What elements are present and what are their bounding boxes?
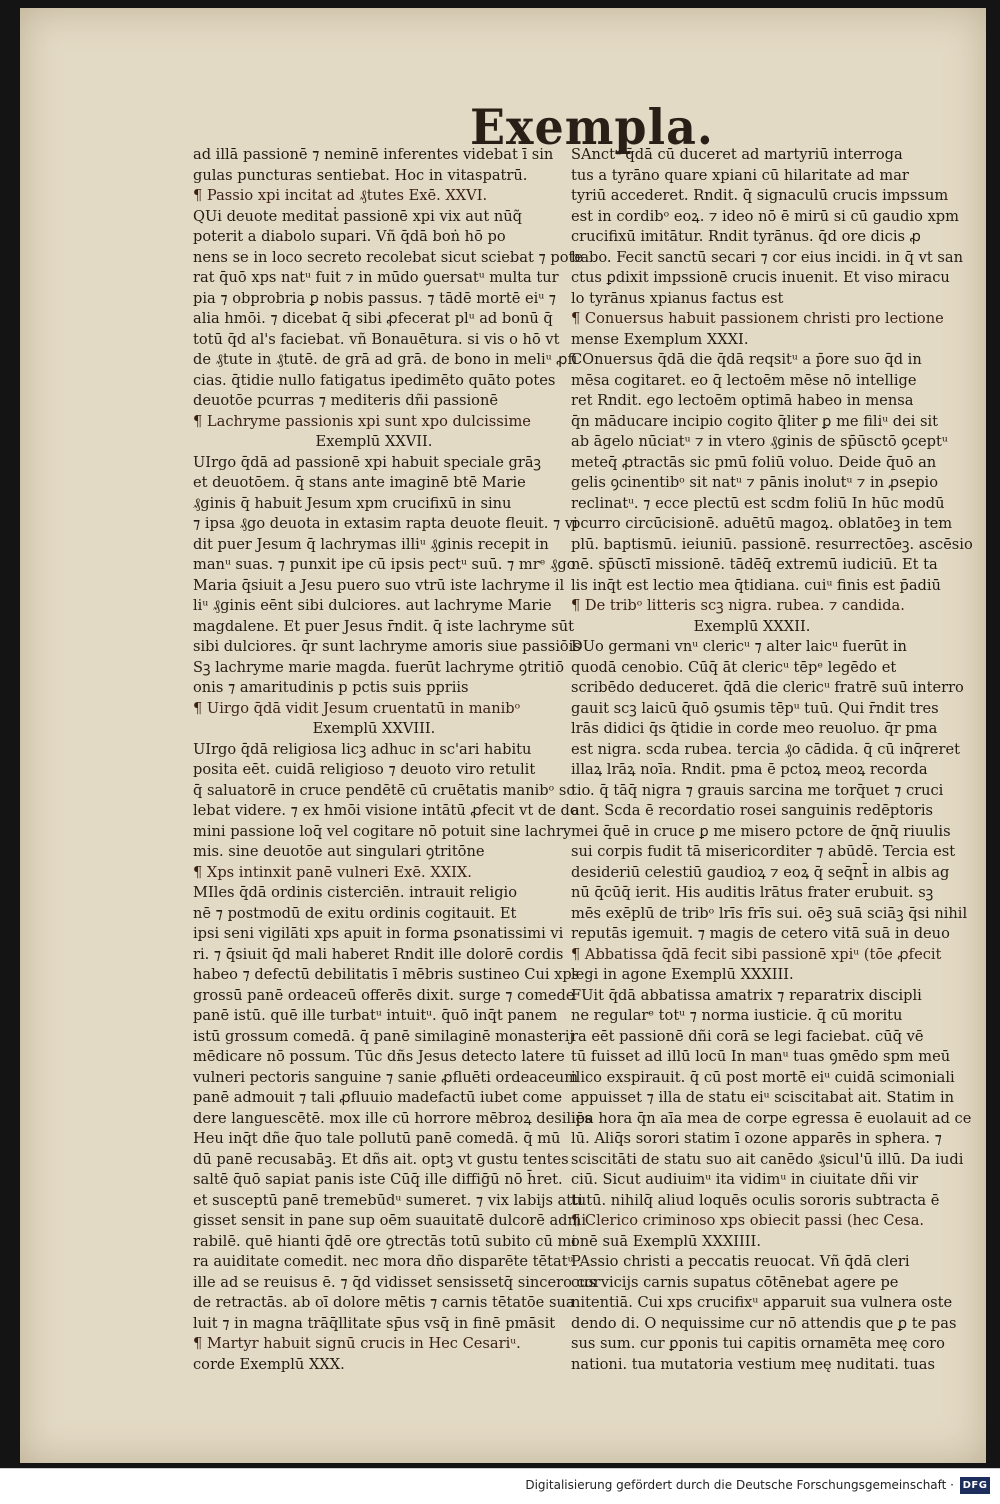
text-line: QUi deuote meditaṫ passionē xpi vix aut nūq̃ — [193, 207, 522, 225]
text-line: nationi. tua mutatoria vestium meę nuditati. tuas — [571, 1355, 935, 1373]
text-line: desideriū celestiū gaudioꝝ ⁊ eoꝝ q̄ seq̄nt̄ in albis ag — [571, 863, 950, 881]
text-line: de retractās. ab oī dolore mētis ⁊ carnis tētatōe sua — [193, 1294, 575, 1311]
text-line: lrās didici q̄s q̄tidie in corde meo reuoluo. q̄r pma — [571, 720, 938, 737]
text-line: mense Exemplum XXXI. — [571, 330, 749, 348]
text-line: scribēdo deduceret. q̄dā die clericᵘ fratrē suū interro — [571, 679, 964, 696]
text-line: onis ⁊ amaritudinis p pctis suis ppriis — [193, 679, 469, 696]
text-line: pia ⁊ obprobria ꝑ nobis passus. ⁊ tādē mortē eiᵘ ⁊ — [193, 289, 557, 307]
text-line: tū fuisset ad illū locū In manᵘ tuas ꝯmēdo spm meū — [571, 1048, 951, 1065]
text-line: dit puer Jesum q̄ lachrymas illiᵘ ₰ginis recepit in — [193, 535, 549, 553]
text-line: tio. q̄ tāq̄ nigra ⁊ grauis sarcina me torq̄uet ⁊ cruci — [571, 781, 944, 799]
text-line: cus vicijs carnis supatus cōtēnebat agere pe — [571, 1273, 899, 1291]
text-line: Heu inq̄t dñe q̄uo tale pollutū panē comedā. q̄ mū — [193, 1130, 561, 1147]
running-head: Exempla. — [470, 98, 714, 156]
text-line: est in cordibᵒ eoꝝ. ⁊ ideo nō ē mirū si cū gaudio xpm — [571, 207, 959, 225]
text-line: posita eēt. cuidā religioso ⁊ deuoto viro retulit — [193, 761, 536, 778]
text-line: MIles q̄dā ordinis cisterciēn. intrauit religio — [193, 884, 518, 901]
text-line: alia hmōi. ⁊ dicebat q̄ sibi ꝓfecerat plᵘ ad bonū q̄ — [193, 310, 553, 327]
text-line: nē ⁊ postmodū de exitu ordinis cogitauit. Et — [193, 904, 517, 922]
text-line: luit ⁊ in magna trāq̄llitate sp̄us vsq̄ in finē pmāsit — [193, 1314, 556, 1332]
text-line: DUo germani vnᵘ clericᵘ ⁊ alter laicᵘ fuerūt in — [571, 638, 907, 655]
text-line: gelis ꝯcinentibᵒ sit natᵘ ⁊ pānis inolutᵘ ⁊ in ꝓsepio — [571, 474, 939, 491]
text-line: babo. Fecit sanctū secari ⁊ cor eius incidi. in q̄ vt san — [571, 248, 963, 266]
text-line: lis inq̄t est lectio mea q̄tidiana. cuiᵘ finis est p̄adiū — [571, 576, 941, 594]
text-line: ipsi seni vigilāti xps apuit in forma ꝑsonatissimi vi — [193, 925, 564, 942]
text-line: tus a tyrāno quare xpiani cū hilaritate ad mar — [571, 166, 909, 184]
text-line: UIrgo q̄dā ad passionē xpi habuit speciale grāꝫ — [193, 453, 541, 471]
text-line: ⁊ ipsa ₰go deuota in extasim rapta deuote fleuit. ⁊ vi — [193, 515, 578, 532]
text-line: gulas puncturas sentiebat. Hoc in vitaspatrū. — [193, 166, 528, 184]
dfg-logo-icon: DFG — [960, 1477, 990, 1494]
text-line: ne regularᵉ totᵘ ⁊ norma iusticie. q̄ cū moritu — [571, 1007, 903, 1024]
text-line: ret Rndit. ego lectoēm optimā habeo in mensa — [571, 392, 914, 409]
text-line: ipa hora q̄n aīa mea de corpe egressa ē euolauit ad ce — [571, 1109, 972, 1127]
text-line: gauit scꝫ laicū q̄uō ꝯsumis tēpᵘ tuū. Qui r̄ndit tres — [571, 699, 939, 717]
text-line: et susceptū panē tremebūdᵘ sumeret. ⁊ vix labijs atti — [193, 1191, 583, 1209]
text-line: ¶ Passio xpi incitat ad ₰tutes Exē. XXVI. — [193, 187, 488, 204]
text-line: sibi dulciores. q̄r sunt lachryme amoris siue passiōis — [193, 638, 581, 655]
text-line: manᵘ suas. ⁊ punxit ipe cū ipsis pectᵘ suū. ⁊ mrᵉ ₰go — [193, 556, 576, 573]
text-line: COnuersus q̄dā die q̄dā reqsitᵘ a p̄ore suo q̄d in — [571, 351, 922, 368]
text-line: Exemplū XXXII. — [693, 617, 811, 635]
text-line: istū grossum comedā. q̄ panē similaginē monasterij — [193, 1027, 575, 1045]
text-line: pcurro circūcisionē. aduētū magoꝝ. oblatōeꝫ in tem — [571, 515, 953, 532]
text-line: mini passione loq̄ vel cogitare nō potuit sine lachry — [193, 822, 572, 840]
text-line: SAnctᵘ q̄dā cū duceret ad martyriū interroga — [571, 146, 903, 163]
text-line: habeo ⁊ defectū debilitatis ī mēbris sustineo Cui xps — [193, 966, 580, 983]
text-line: dere languescētē. mox ille cū horrore mēbroꝝ desiliēs — [193, 1109, 592, 1127]
text-line: lo tyrānus xpianus factus est — [571, 289, 784, 307]
text-line: sui corpis fudit tā misericorditer ⁊ abūdē. Tercia est — [571, 843, 956, 860]
text-line: panē admouit ⁊ tali ꝓfluuio madefactū iubet come — [193, 1089, 562, 1106]
text-line: sus sum. cur ꝑponis tui capitis ornamēta meę coro — [571, 1335, 945, 1352]
text-line: UIrgo q̄dā religiosa licꝫ adhuc in sc'ari habitu — [193, 740, 532, 758]
text-line: ra eēt passionē dñi corā se legi faciebat. cūq̄ vē — [571, 1027, 924, 1045]
text-line: lebat videre. ⁊ ex hmōi visione intātū ꝓfecit vt de do — [193, 802, 579, 819]
text-line: mēdicare nō possum. Tūc dñs Jesus detecto latere — [193, 1048, 565, 1065]
left-text-column — [193, 145, 601, 1375]
text-line: liᵘ ₰ginis eēnt sibi dulciores. aut lachryme Marie — [193, 597, 552, 614]
text-line: reclinatᵘ. ⁊ ecce plectū est scdm foliū In hūc modū — [571, 494, 945, 512]
text-line: gisset sensit in pane sup oēm suauitatē dulcorē admi — [193, 1212, 587, 1229]
text-line: Exemplū XXVII. — [315, 433, 433, 450]
text-line: Maria q̄siuit a Jesu puero suo vtrū iste lachryme il — [193, 576, 565, 594]
text-line: saltē q̄uō sapiat panis iste Cūq̄ ille diffiḡū nō h̄ret. — [193, 1171, 563, 1188]
text-line: mēs exēplū de tribᵒ lrīs frīs sui. oēꝫ suā sciāꝫ q̄si nihil — [571, 904, 968, 922]
text-line: ad illā passionē ⁊ neminē inferentes videbat ī sin — [193, 146, 554, 163]
text-line: et deuotōem. q̄ stans ante imaginē btē Marie — [193, 474, 526, 491]
text-line: rat q̄uō xps natᵘ fuit ⁊ in mūdo ꝯuersatᵘ multa tur — [193, 269, 559, 286]
text-line: dū panē recusabāꝫ. Et dñs ait. optꝫ vt gustu tentes — [193, 1150, 569, 1168]
text-line: ri. ⁊ q̄siuit q̄d mali haberet Rndit ille dolorē cordis — [193, 945, 564, 963]
text-line: grossū panē ordeaceū offerēs dixit. surge ⁊ comede — [193, 986, 575, 1004]
text-line: poterit a diabolo supari. Vñ q̄dā boṅ hō po — [193, 228, 506, 245]
text-line: ¶ Conuersus habuit passionem christi pro lectione — [571, 310, 944, 327]
text-line: ¶ Xps intinxit panē vulneri Exē. XXIX. — [193, 863, 472, 881]
text-line: reputās igemuit. ⁊ magis de cetero vitā suā in deuo — [571, 925, 950, 942]
text-line: est nigra. scda rubea. tercia ₰o cādida. q̄ cū inq̄reret — [571, 740, 960, 758]
text-line: ¶ Abbatissa q̄dā fecit sibi passionē xpiᵘ (tōe ꝓfecit — [571, 945, 942, 963]
text-line: vulneri pectoris sanguine ⁊ sanie ꝓfluēti ordeaceum — [193, 1068, 579, 1086]
text-line: q̄n māducare incipio cogito q̄liter ꝑ me filiᵘ dei sit — [571, 412, 939, 430]
text-line: nū q̄cūq̄ ierit. His auditis lrātus frater erubuit. sꝫ — [571, 884, 934, 901]
text-line: PAssio christi a peccatis reuocat. Vñ q̄dā cleri — [571, 1253, 910, 1270]
text-line: panē istū. quē ille turbatᵘ intuitᵘ. q̄uō inq̄t panem — [193, 1007, 558, 1024]
text-line: totū q̄d al's faciebat. vñ Bonauētura. si vis o hō vt — [193, 330, 560, 348]
text-line: onē suā Exemplū XXXIIII. — [571, 1232, 761, 1250]
text-line: ciū. Sicut audiuimᵘ ita vidimᵘ in ciuitate dñi vir — [571, 1171, 919, 1188]
text-line: deuotōe pcurras ⁊ mediteris dñi passionē — [193, 392, 498, 409]
text-line: quodā cenobio. Cūq̄ āt clericᵘ tēpᵉ legēdo et — [571, 658, 897, 676]
text-line: appuisset ⁊ illa de statu eiᵘ sciscitabaṫ ait. Statim in — [571, 1089, 955, 1106]
text-line: ¶ Martyr habuit signū crucis in Hec Cesariᵘ. — [193, 1335, 521, 1352]
text-line: plū. baptismū. ieiuniū. passionē. resurrectōeꝫ. ascēsio — [571, 535, 973, 553]
text-line: ab āgelo nūciatᵘ ⁊ in vtero ₰ginis de sp̄ūsctō ꝯceptᵘ — [571, 433, 948, 450]
text-line: ¶ Clerico criminoso xps obiecit passi (hec Cesa. — [571, 1212, 925, 1229]
text-line: tyriū accederet. Rndit. q̄ signaculū crucis impssum — [571, 187, 949, 204]
text-line: ctus ꝑdixit impssionē crucis inuenit. Et viso miracu — [571, 269, 950, 286]
text-line: ra auiditate comedit. nec mora dño disparēte tētatᵘ — [193, 1253, 574, 1270]
text-line: sciscitāti de statu suo ait canēdo ₰sicul'ū illū. Da iudi — [571, 1150, 964, 1168]
text-line: tutū. nihilq̄ aliud loquēs oculis sororis subtracta ē — [571, 1191, 940, 1209]
text-line: mēsa cogitaret. eo q̄ lectoēm mēse nō intellige — [571, 371, 917, 389]
text-line: rabilē. quē hianti q̄dē ore ꝯtrectās totū subito cū mi — [193, 1232, 576, 1250]
text-line: lū. Aliq̄s sorori statim ī ozone apparēs in sphera. ⁊ — [571, 1130, 942, 1147]
text-line: ilico exspirauit. q̄ cū post mortē eiᵘ cuidā scimoniali — [571, 1068, 955, 1086]
text-line: de ₰tute in ₰tutē. de grā ad grā. de bono in meliᵘ ꝓfi — [193, 351, 578, 368]
text-line: ¶ Lachryme passionis xpi sunt xpo dulcissime — [193, 412, 531, 430]
text-line: ant. Scda ē recordatio rosei sanguinis redēptoris — [571, 802, 934, 819]
text-line: mei q̄uē in cruce ꝑ me misero pctore de q̄nq̄ riuulis — [571, 822, 951, 840]
text-line: Sꝫ lachryme marie magda. fuerūt lachryme ꝯtritiō — [193, 658, 565, 676]
text-line: q̄ saluatorē in cruce pendētē cū cruētatis manibᵒ so — [193, 781, 576, 799]
text-line: ¶ De tribᵒ litteris scꝫ nigra. rubea. ⁊ candida. — [571, 597, 905, 614]
text-line: magdalene. Et puer Jesus r̄ndit. q̄ iste lachryme sūt — [193, 617, 575, 635]
text-line: legi in agone Exemplū XXXIII. — [571, 966, 794, 983]
footer-funding-text: Digitalisierung gefördert durch die Deutsche Forschungsgemeinschaft · — [525, 1478, 954, 1492]
text-line: nitentiā. Cui xps crucifixᵘ apparuit sua vulnera oste — [571, 1294, 953, 1311]
text-line: illaꝝ lrāꝝ noīa. Rndit. pma ē pctoꝝ meoꝝ recorda — [571, 761, 928, 778]
text-line: ¶ Uirgo q̄dā vidit Jesum cruentatū in manibᵒ — [193, 699, 521, 717]
text-line: nens se in loco secreto recolebat sicut sciebat ⁊ pote — [193, 248, 583, 266]
footer-bar — [0, 1468, 1000, 1504]
text-line: crucifixū imitātur. Rndit tyrānus. q̄d ore dicis ꝓ — [571, 228, 921, 245]
text-line: mis. sine deuotōe aut singulari ꝯtritōne — [193, 843, 485, 860]
text-line: ₰ginis q̄ habuit Jesum xpm crucifixū in sinu — [193, 494, 512, 512]
text-line: corde Exemplū XXX. — [193, 1355, 345, 1373]
text-line: Exemplū XXVIII. — [312, 720, 436, 737]
text-line: nē. sp̄ūsctī missionē. tādēq̄ extremū iudiciū. Et ta — [571, 556, 938, 573]
text-line: FUit q̄dā abbatissa amatrix ⁊ reparatrix discipli — [571, 986, 922, 1004]
text-line: meteq̄ ꝓtractās sic pmū foliū voluo. Deide q̄uō an — [571, 453, 937, 471]
text-line: cias. q̄tidie nullo fatigatus ipedimēto quāto potes — [193, 371, 556, 389]
right-text-column — [571, 145, 973, 1375]
text-line: ille ad se reuisus ē. ⁊ q̄d vidisset sensissetq̄ sincero cor — [193, 1273, 601, 1291]
text-line: dendo di. O nequissime cur nō attendis que ꝑ te pas — [571, 1314, 957, 1332]
